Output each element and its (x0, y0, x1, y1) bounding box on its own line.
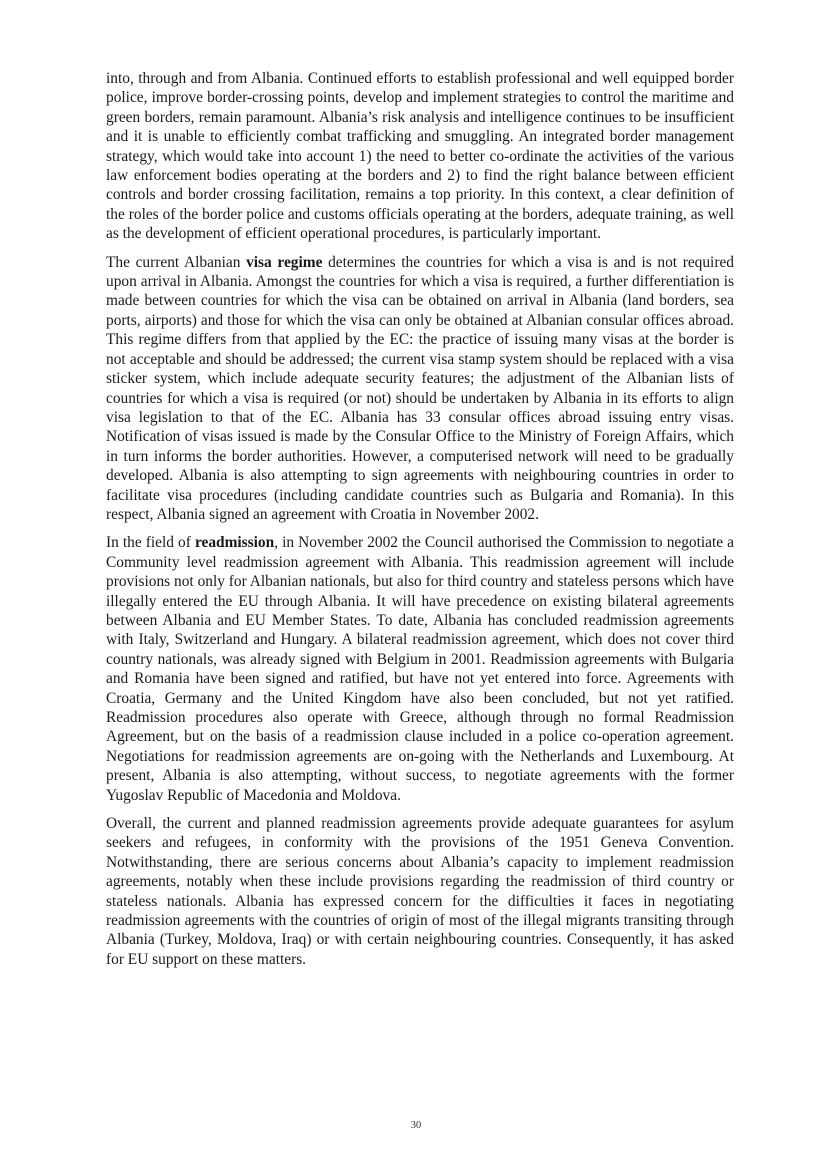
keyword-visa-regime: visa regime (246, 253, 323, 271)
paragraph-overall-assessment: Overall, the current and planned readmission agreements provide adequate guarantees for asylum seekers and refugees, in conformity with the provisions of the 1951 Geneva Convention. Notwithstanding, there are serious concerns about Albania’s capacity to implement readmission agreements, notably when these include provisions regarding the readmission of third country or stateless nationals. Albania has expressed concern for the difficulties it faces in negotiating readmission agreements with the countries of origin of most of the illegal migrants transiting through Albania (Turkey, Moldova, Iraq) or with certain neighbouring countries. Consequently, it has asked for EU support on these matters. (106, 815, 734, 968)
paragraph-lead: The current Albanian (106, 253, 247, 271)
keyword-readmission: readmission (194, 534, 275, 552)
paragraph-lead: In the field of (106, 534, 195, 552)
paragraph-visa-regime (106, 253, 734, 525)
page-number: 30 (410, 1120, 422, 1131)
paragraph-readmission (106, 533, 734, 805)
paragraph-body: , in November 2002 the Council authorised the Commission to negotiate a Community level readmission agreement with Albania. This readmission agreement will include provisions not only for Albanian nationals, but also for third country and stateless persons which have illegally entered the EU through Albania. It will have precedence on existing bilateral agreements between Albania and EU Member States. To date, Albania has concluded readmission agreements with Italy, Switzerland and Hungary. A bilateral readmission agreement, which does not cover third country nationals, was already signed with Belgium in 2001. Readmission agreements with Bulgaria and Romania have been signed and ratified, but have not yet entered into force. Agreements with Croatia, Germany and the United Kingdom have also been concluded, but not yet ratified. Readmission procedures also operate with Greece, although through no formal Readmission Agreement, but on the basis of a readmission clause included in a police co-operation agreement. Negotiations for readmission agreements are on-going with the Netherlands and Luxembourg. At present, Albania is also attempting, without success, to negotiate agreements with the former Yugoslav Republic of Macedonia and Moldova. (106, 534, 734, 804)
body-text (106, 69, 734, 978)
paragraph-body: determines the countries for which a visa is and is not required upon arrival in Albania. Amongst the countries for which a visa is required, a further differentiation is made between countries for which the visa can be obtained on arrival in Albania (land borders, sea ports, airports) and those for which the visa can only be obtained at Albanian consular offices abroad. This regime differs from that applied by the EC: the practice of issuing many visas at the border is not acceptable and should be addressed; the current visa stamp system should be replaced with a visa sticker system, which include adequate security features; the adjustment of the Albanian lists of countries for which a visa is required (or not) should be undertaken by Albania in its efforts to align visa legislation to that of the EC. Albania has 33 consular offices abroad issuing entry visas. Notification of visas issued is made by the Consular Office to the Ministry of Foreign Affairs, which in turn informs the border authorities. However, a computerised network will need to be gradually developed. Albania is also attempting to sign agreements with neighbouring countries in order to facilitate visa procedures (including candidate countries such as Bulgaria and Romania). In this respect, Albania signed an agreement with Croatia in November 2002. (106, 253, 734, 523)
paragraph-border-management: into, through and from Albania. Continued efforts to establish professional and well equipped border police, improve border-crossing points, develop and implement strategies to control the maritime and green borders, remain paramount. Albania’s risk analysis and intelligence continues to be insufficient and it is unable to efficiently combat trafficking and smuggling. An integrated border management strategy, which would take into account 1) the need to better co-ordinate the activities of the various law enforcement bodies operating at the borders and 2) to find the right balance between efficient controls and border crossing facilitation, remains a top priority. In this context, a clear definition of the roles of the border police and customs officials operating at the borders, adequate training, as well as the development of efficient operational procedures, is particularly important. (106, 70, 734, 243)
